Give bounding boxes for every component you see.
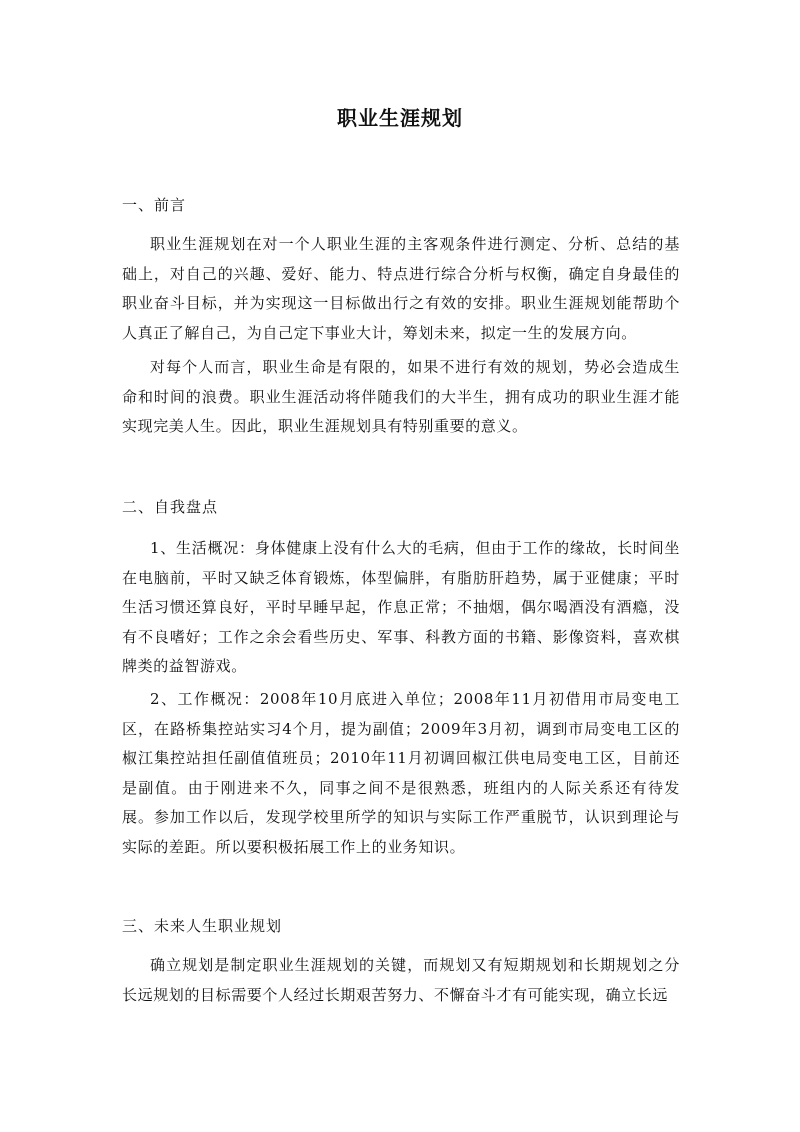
paragraph: 确立规划是制定职业生涯规划的关键，而规划又有短期规划和长期规划之分长远规划的目标需要个人经过长期艰苦努力、不懈奋斗才有可能实现，确立长远 (122, 956, 680, 1004)
section-heading-preface: 一、前言 (122, 196, 187, 214)
section-heading-self-assessment: 二、自我盘点 (122, 498, 219, 516)
section-heading-career-plan: 三、未来人生职业规划 (122, 917, 283, 935)
paragraph: 1、生活概况：身体健康上没有什么大的毛病，但由于工作的缘故，长时间坐在电脑前，平时又缺乏体育锻炼，体型偏胖，有脂肪肝趋势，属于亚健康；平时生活习惯还算良好，平时早睡早起，作息正常；不抽烟，偶尔喝酒没有酒瘾，没有不良嗜好；工作之余会看些历史、军事、科教方面的书籍、影像资料，喜欢棋牌类的益智游戏。 (122, 539, 680, 675)
document-title: 职业生涯规划 (337, 106, 463, 130)
paragraph: 2、工作概况：2008年10月底进入单位；2008年11月初借用市局变电工区，在路桥集控站实习4个月，提为副值；2009年3月初，调到市局变电工区的椒江集控站担任副值值班员；2010年11月初调回椒江供电局变电工区，目前还是副值。由于刚进来不久，同事之间不是很熟悉，班组内的人际关系还有待发展。参加工作以后，发现学校里所学的知识与实际工作严重脱节，认识到理论与实际的差距。所以要积极拓展工作上的业务知识。 (122, 690, 680, 856)
paragraph: 对每个人而言，职业生命是有限的，如果不进行有效的规划，势必会造成生命和时间的浪费。职业生涯活动将伴随我们的大半生，拥有成功的职业生涯才能实现完美人生。因此，职业生涯规划具有特别重要的意义。 (122, 358, 680, 435)
paragraph: 职业生涯规划在对一个人职业生涯的主客观条件进行测定、分析、总结的基础上，对自己的兴趣、爱好、能力、特点进行综合分析与权衡，确定自身最佳的职业奋斗目标，并为实现这一目标做出行之有效的安排。职业生涯规划能帮助个人真正了解自己，为自己定下事业大计，筹划未来，拟定一生的发展方向。 (122, 235, 680, 342)
